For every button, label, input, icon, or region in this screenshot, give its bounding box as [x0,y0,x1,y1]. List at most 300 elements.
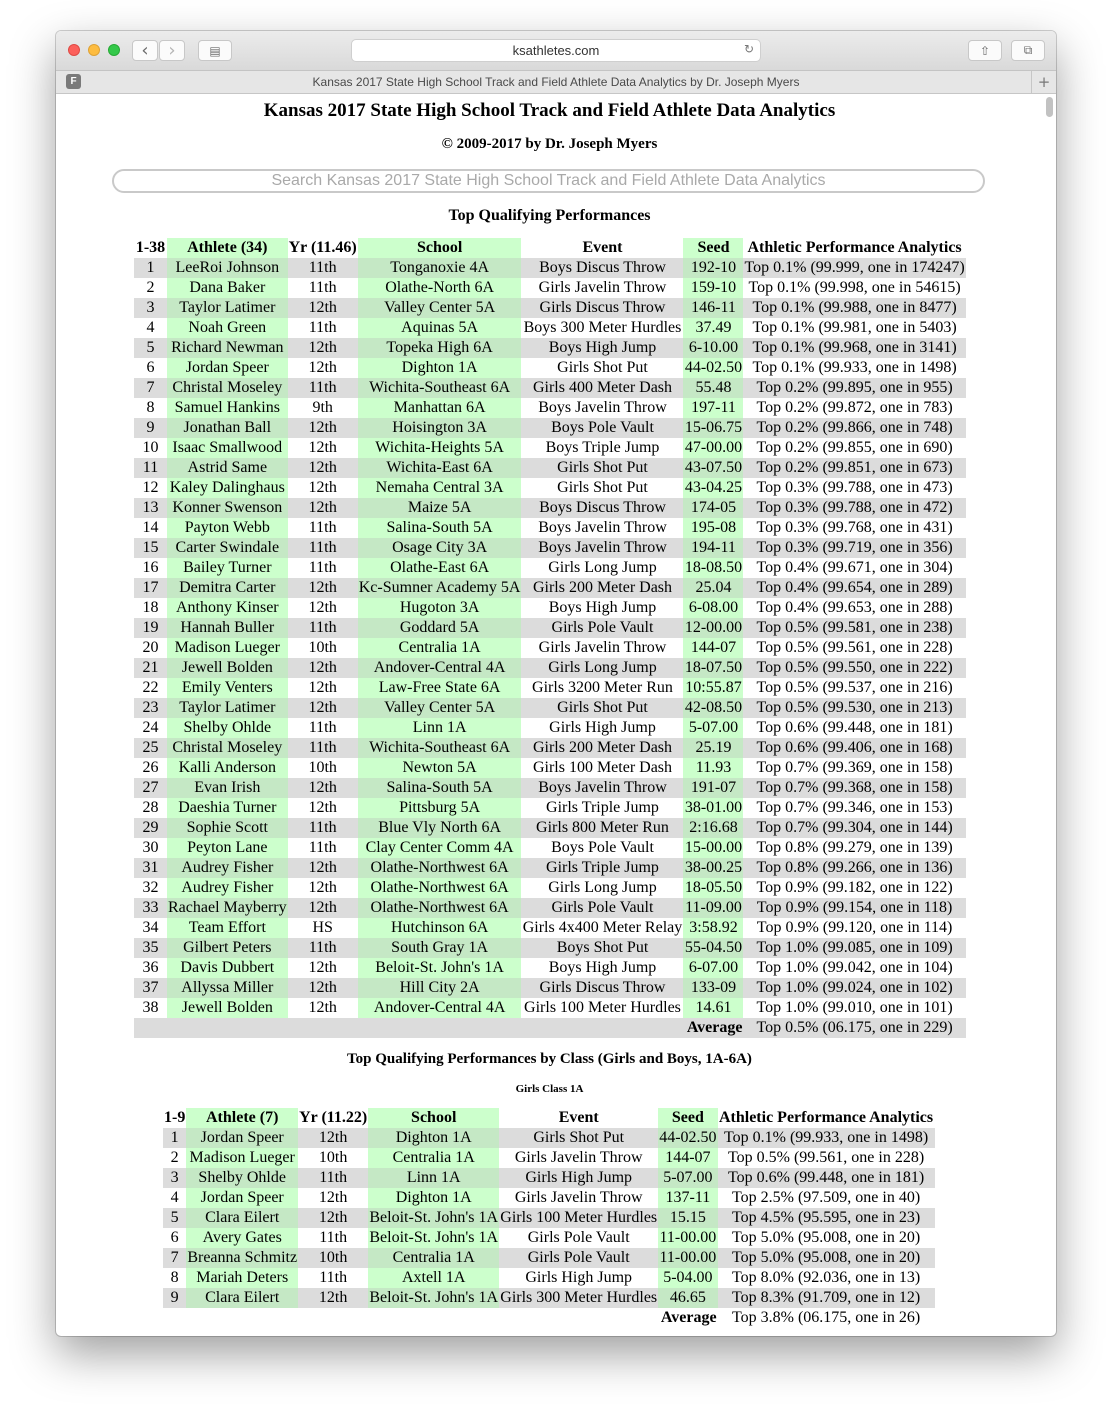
top-performances-table [134,238,966,1038]
cell-analytics: Top 0.6% (99.448, one in 181) [718,1168,935,1188]
share-button[interactable] [968,40,1002,61]
table-row [134,938,966,958]
cell-school: Axtell 1A [368,1268,499,1288]
cell-year: 12th [288,478,358,498]
cell-seed: 15.15 [658,1208,717,1228]
cell-seed: 174-05 [683,498,743,518]
column-header-event: Event [558,1109,599,1126]
cell-event: Girls Pole Vault [521,898,683,918]
cell-rank: 22 [134,678,167,698]
cell-year: 12th [288,678,358,698]
cell-athlete: Gilbert Peters [167,938,288,958]
cell-analytics: Top 1.0% (99.010, one in 101) [743,998,965,1018]
cell-seed: 5-04.00 [658,1268,717,1288]
cell-rank: 35 [134,938,167,958]
cell-event: Girls Long Jump [521,878,683,898]
table-row [134,838,966,858]
vertical-scrollbar[interactable] [1045,95,1054,1335]
cell-event: Boys Shot Put [521,938,683,958]
cell-year: 11th [288,838,358,858]
cell-event: Boys High Jump [521,338,683,358]
cell-year: 11th [288,258,358,278]
cell-athlete: Demitra Carter [167,578,288,598]
cell-athlete: Mariah Deters [186,1268,298,1288]
cell-rank: 12 [134,478,167,498]
chevron-right-icon: › [168,40,176,61]
cell-seed: 18-07.50 [684,659,743,676]
column-header-rank: 1-38 [135,239,166,256]
cell-school: Olathe-Northwest 6A [358,878,522,898]
cell-athlete: Rachael Mayberry [168,899,287,916]
cell-analytics: Top 8.0% (92.036, one in 13) [718,1268,935,1288]
cell-school: Beloit-St. John's 1A [369,1209,499,1226]
table-row [134,318,966,338]
cell-analytics: Top 2.5% (97.509, one in 40) [718,1188,935,1208]
cell-rank: 29 [134,818,167,838]
cell-analytics: Top 0.2% (99.855, one in 690) [743,438,965,458]
cell-seed: 11-09.00 [685,899,742,916]
cell-seed: 159-10 [683,278,743,298]
cell-seed: 15-06.75 [684,419,743,436]
table-row [163,1228,935,1248]
cell-rank: 19 [134,618,167,638]
cell-analytics: Top 0.1% (99.933, one in 1498) [718,1128,935,1148]
tabs-icon: ⧉ [1023,43,1033,57]
table-row [163,1168,935,1188]
cell-rank: 9 [163,1288,186,1308]
cell-analytics: Top 0.5% (99.581, one in 238) [743,618,965,638]
cell-event: Girls Shot Put [521,698,683,718]
cell-athlete: LeeRoi Johnson [167,258,288,278]
cell-school: Hutchinson 6A [358,918,522,938]
average-row [134,1018,966,1038]
cell-seed: 44-02.50 [659,1129,717,1146]
cell-school: Andover-Central 4A [358,998,522,1018]
cell-school: Newton 5A [358,758,522,778]
show-tabs-button[interactable] [1011,40,1045,61]
cell-athlete: Jordan Speer [186,1188,298,1208]
average-value: Top 3.8% (06.175, one in 26) [718,1308,935,1328]
column-header-year: Yr (11.46) [288,239,357,256]
cell-event: Boys High Jump [521,958,683,978]
cell-athlete: Shelby Ohlde [167,718,288,738]
cell-analytics: Top 0.6% (99.406, one in 168) [743,738,965,758]
cell-analytics: Top 0.4% (99.671, one in 304) [743,558,965,578]
cell-rank: 30 [134,838,167,858]
cell-athlete: Konner Swenson [167,498,288,518]
table-row [134,418,966,438]
cell-athlete: Madison Lueger [167,638,288,658]
cell-year: 10th [298,1248,368,1268]
cell-event: Girls Triple Jump [521,798,683,818]
back-button[interactable] [132,40,158,61]
cell-event: Boys Triple Jump [521,438,683,458]
cell-athlete: Isaac Smallwood [167,438,288,458]
cell-analytics: Top 0.4% (99.653, one in 288) [743,598,965,618]
cell-school: Law-Free State 6A [358,678,522,698]
cell-event: Girls Discus Throw [521,978,683,998]
cell-rank: 7 [134,378,167,398]
cell-athlete: Noah Green [167,318,288,338]
cell-event: Girls Shot Put [521,478,683,498]
cell-rank: 1 [163,1128,186,1148]
cell-rank: 16 [134,558,167,578]
cell-year: 12th [298,1128,368,1148]
cell-analytics: Top 1.0% (99.024, one in 102) [743,978,965,998]
cell-school: Linn 1A [358,718,522,738]
table-row [163,1188,935,1208]
table-row [134,498,966,518]
cell-school: Dighton 1A [368,1128,499,1148]
tab-title[interactable]: Kansas 2017 State High School Track and Field Athlete Data Analytics by Dr. Joseph Myers [312,75,800,89]
cell-school: Linn 1A [368,1168,499,1188]
cell-athlete: Clara Eilert [186,1288,298,1308]
cell-athlete: Anthony Kinser [167,598,288,618]
cell-rank: 11 [134,458,167,478]
cell-year: 11th [288,518,358,538]
cell-event: Girls Pole Vault [521,618,683,638]
chevron-left-icon: ‹ [141,40,149,61]
cell-athlete: Jewell Bolden [167,658,288,678]
cell-event: Girls High Jump [521,718,683,738]
cell-athlete: Audrey Fisher [167,878,288,898]
cell-rank: 2 [163,1148,186,1168]
table-row [134,778,966,798]
cell-analytics: Top 0.7% (99.346, one in 153) [743,798,965,818]
cell-year: 11th [288,378,358,398]
table-row [163,1128,935,1148]
sidebar-button[interactable] [198,40,232,61]
cell-athlete: Shelby Ohlde [186,1168,298,1188]
cell-event: Girls Javelin Throw [499,1148,658,1168]
table-row [134,898,966,918]
average-label: Average [658,1308,717,1328]
cell-analytics: Top 0.1% (99.988, one in 8477) [743,298,965,318]
cell-school: Valley Center 5A [358,698,522,718]
table-row [134,338,966,358]
table-row [134,918,966,938]
cell-athlete: Sophie Scott [167,818,288,838]
cell-athlete: Jordan Speer [167,358,288,378]
close-window-button[interactable] [68,44,80,56]
cell-school: Olathe-East 6A [358,558,522,578]
cell-rank: 34 [134,918,167,938]
cell-rank: 32 [134,878,167,898]
cell-analytics: Top 0.2% (99.851, one in 673) [743,458,965,478]
cell-seed: 3:58.92 [683,918,743,938]
cell-rank: 18 [134,598,167,618]
page-title: Kansas 2017 State High School Track and Field Athlete Data Analytics [263,100,836,121]
column-header-athlete: Athlete (34) [167,238,288,258]
table-row [134,998,966,1018]
cell-school: Dighton 1A [368,1188,499,1208]
cell-seed: 191-07 [683,778,743,798]
table-row [134,658,966,678]
cell-rank: 15 [134,538,167,558]
cell-school: Goddard 5A [358,618,522,638]
cell-athlete: Daeshia Turner [167,798,288,818]
cell-seed: 11-00.00 [659,1249,717,1266]
cell-athlete: Carter Swindale [167,538,288,558]
cell-year: 12th [288,798,358,818]
average-spacer [134,1018,683,1038]
cell-seed: 38-00.25 [684,859,743,876]
cell-school: Beloit-St. John's 1A [369,1229,499,1246]
cell-athlete: Emily Venters [167,678,288,698]
cell-year: 11th [288,938,358,958]
cell-athlete: Richard Newman [167,338,288,358]
table-row [134,978,966,998]
column-header-rank: 1-9 [164,1109,186,1126]
cell-seed: 12-00.00 [684,619,743,636]
cell-analytics: Top 0.5% (99.550, one in 222) [743,658,965,678]
cell-analytics: Top 0.2% (99.895, one in 955) [743,378,965,398]
cell-seed: 11.93 [683,758,743,778]
cell-seed: 2:16.68 [683,818,743,838]
cell-rank: 28 [134,798,167,818]
new-tab-button[interactable]: + [1031,71,1056,93]
section-title-by-class: Top Qualifying Performances by Class (Girls and Boys, 1A-6A) [347,1051,752,1067]
cell-event: Girls Javelin Throw [499,1188,658,1208]
cell-athlete: Avery Gates [186,1228,298,1248]
cell-analytics: Top 0.7% (99.368, one in 158) [743,778,965,798]
cell-analytics: Top 0.8% (99.266, one in 136) [743,858,965,878]
column-header-school: School [358,238,522,258]
cell-year: 12th [288,598,358,618]
cell-rank: 20 [134,638,167,658]
table-row [134,298,966,318]
cell-analytics: Top 0.1% (99.981, one in 5403) [743,318,965,338]
cell-year: 12th [288,578,358,598]
cell-athlete: Audrey Fisher [167,858,288,878]
cell-athlete: Kaley Dalinghaus [167,478,288,498]
average-spacer [163,1308,658,1328]
cell-seed: 37.49 [683,318,743,338]
cell-athlete: Evan Irish [167,778,288,798]
cell-rank: 10 [134,438,167,458]
cell-event: Girls Long Jump [521,558,683,578]
cell-seed: 133-09 [683,978,743,998]
table-row [163,1208,935,1228]
cell-event: Girls Shot Put [521,358,683,378]
table-row [134,458,966,478]
cell-school: Dighton 1A [358,358,522,378]
table-row [134,538,966,558]
table-row [134,478,966,498]
cell-rank: 23 [134,698,167,718]
cell-seed: 10:55.87 [685,679,742,696]
cell-event: Girls 100 Meter Hurdles [521,998,683,1018]
cell-rank: 31 [134,858,167,878]
cell-analytics: Top 0.9% (99.182, one in 122) [743,878,965,898]
reload-icon[interactable]: ↻ [743,42,754,56]
cell-year: 11th [288,558,358,578]
cell-rank: 1 [134,258,167,278]
cell-athlete: Astrid Same [167,458,288,478]
cell-seed: 11-00.00 [659,1229,717,1246]
table-row [134,718,966,738]
cell-school: Salina-South 5A [358,778,522,798]
cell-seed: 43-07.50 [684,459,743,476]
cell-year: 12th [298,1188,368,1208]
address-bar[interactable] [351,39,761,62]
cell-rank: 14 [134,518,167,538]
cell-athlete: Payton Webb [167,518,288,538]
table-row [134,598,966,618]
cell-year: 11th [288,278,358,298]
cell-school: Osage City 3A [358,538,522,558]
cell-seed: 25.19 [683,738,743,758]
cell-seed: 44-02.50 [684,359,743,376]
cell-analytics: Top 0.1% (99.998, one in 54615) [743,278,965,298]
cell-year: 12th [288,338,358,358]
cell-year: 12th [288,458,358,478]
cell-rank: 3 [163,1168,186,1188]
cell-athlete: Kalli Anderson [167,758,288,778]
table-row [163,1288,935,1308]
copyright-text: © 2009-2017 by Dr. Joseph Myers [441,136,658,152]
cell-year: 12th [298,1208,368,1228]
cell-event: Boys Pole Vault [521,838,683,858]
cell-school: Aquinas 5A [358,318,522,338]
cell-analytics: Top 0.6% (99.448, one in 181) [743,718,965,738]
cell-event: Girls 800 Meter Run [521,818,683,838]
page-content [56,94,1043,1336]
cell-analytics: Top 0.7% (99.304, one in 144) [743,818,965,838]
cell-school: Wichita-Heights 5A [358,438,522,458]
forward-button[interactable] [159,40,185,61]
cell-school: Beloit-St. John's 1A [369,1289,499,1306]
cell-event: Boys Discus Throw [521,258,683,278]
cell-year: HS [288,918,358,938]
cell-school: Kc-Sumner Academy 5A [358,579,521,596]
cell-athlete: Taylor Latimer [167,298,288,318]
cell-event: Girls Pole Vault [499,1228,658,1248]
cell-year: 10th [288,758,358,778]
cell-rank: 33 [134,898,167,918]
cell-analytics: Top 1.0% (99.042, one in 104) [743,958,965,978]
cell-analytics: Top 0.7% (99.369, one in 158) [743,758,965,778]
cell-athlete: Bailey Turner [167,558,288,578]
average-label: Average [683,1018,743,1038]
cell-rank: 8 [163,1268,186,1288]
cell-rank: 21 [134,658,167,678]
section-title-top-performances: Top Qualifying Performances [448,207,651,224]
cell-athlete: Peyton Lane [167,838,288,858]
cell-year: 11th [298,1168,368,1188]
cell-analytics: Top 0.2% (99.866, one in 748) [743,418,965,438]
scrollbar-thumb[interactable] [1046,97,1053,117]
section-subtitle-girls-1a: Girls Class 1A [515,1083,584,1095]
cell-event: Girls High Jump [499,1168,658,1188]
table-row [163,1148,935,1168]
cell-seed: 15-00.00 [684,839,743,856]
cell-athlete: Jordan Speer [186,1128,298,1148]
table-row [134,678,966,698]
cell-rank: 25 [134,738,167,758]
cell-rank: 5 [134,338,167,358]
cell-seed: 6-07.00 [683,958,743,978]
cell-rank: 17 [134,578,167,598]
table-row [134,698,966,718]
cell-event: Girls 300 Meter Hurdles [500,1289,658,1306]
cell-analytics: Top 0.3% (99.768, one in 431) [743,518,965,538]
cell-year: 9th [288,398,358,418]
cell-event: Girls 3200 Meter Run [521,678,683,698]
cell-school: Andover-Central 4A [358,658,522,678]
cell-year: 12th [288,958,358,978]
column-header-seed: Seed [658,1108,717,1128]
cell-rank: 27 [134,778,167,798]
cell-athlete: Davis Dubbert [167,958,288,978]
cell-event: Boys Javelin Throw [521,398,683,418]
cell-event: Girls 400 Meter Dash [521,378,683,398]
cell-event: Boys Javelin Throw [521,778,683,798]
cell-year: 11th [298,1228,368,1248]
tab-bar [56,71,1056,94]
cell-rank: 5 [163,1208,186,1228]
cell-seed: 46.65 [658,1288,717,1308]
zoom-window-button[interactable] [108,44,120,56]
cell-year: 11th [288,618,358,638]
cell-rank: 24 [134,718,167,738]
average-value: Top 0.5% (06.175, one in 229) [743,1018,965,1038]
cell-school: Hugoton 3A [358,598,522,618]
cell-athlete: Samuel Hankins [167,398,288,418]
minimize-window-button[interactable] [88,44,100,56]
cell-school: Wichita-Southeast 6A [358,738,522,758]
cell-event: Boys Javelin Throw [521,518,683,538]
cell-rank: 6 [163,1228,186,1248]
table-row [134,818,966,838]
cell-year: 12th [288,998,358,1018]
cell-seed: 5-07.00 [683,718,743,738]
cell-analytics: Top 1.0% (99.085, one in 109) [743,938,965,958]
cell-seed: 5-07.00 [658,1168,717,1188]
table-row [134,638,966,658]
cell-event: Boys High Jump [521,598,683,618]
cell-year: 12th [288,778,358,798]
cell-rank: 8 [134,398,167,418]
search-input[interactable]: Search Kansas 2017 State High School Track and Field Athlete Data Analytics [112,169,985,193]
table-row [134,558,966,578]
cell-event: Girls Pole Vault [499,1248,658,1268]
cell-school: Olathe-Northwest 6A [358,898,522,918]
cell-analytics: Top 0.1% (99.999, one in 174247) [744,259,965,276]
cell-seed: 146-11 [683,298,743,318]
cell-event: Girls High Jump [499,1268,658,1288]
cell-analytics: Top 0.3% (99.788, one in 473) [743,478,965,498]
cell-analytics: Top 5.0% (95.008, one in 20) [718,1248,935,1268]
cell-year: 12th [288,358,358,378]
table-row [134,798,966,818]
cell-rank: 4 [134,318,167,338]
cell-event: Girls 200 Meter Dash [521,578,683,598]
cell-seed: 144-07 [658,1148,717,1168]
cell-year: 10th [288,638,358,658]
column-header-athlete: Athlete (7) [186,1108,298,1128]
column-header-year: Yr (11.22) [299,1109,368,1126]
cell-event: Boys Pole Vault [521,418,683,438]
cell-school: Valley Center 5A [358,298,522,318]
column-header-event: Event [582,239,623,256]
cell-analytics: Top 0.3% (99.788, one in 472) [743,498,965,518]
cell-athlete: Madison Lueger [186,1148,298,1168]
cell-seed: 6-08.00 [683,598,743,618]
cell-school: Pittsburg 5A [358,798,522,818]
cell-school: Hill City 2A [358,978,522,998]
cell-event: Girls Shot Put [521,458,683,478]
